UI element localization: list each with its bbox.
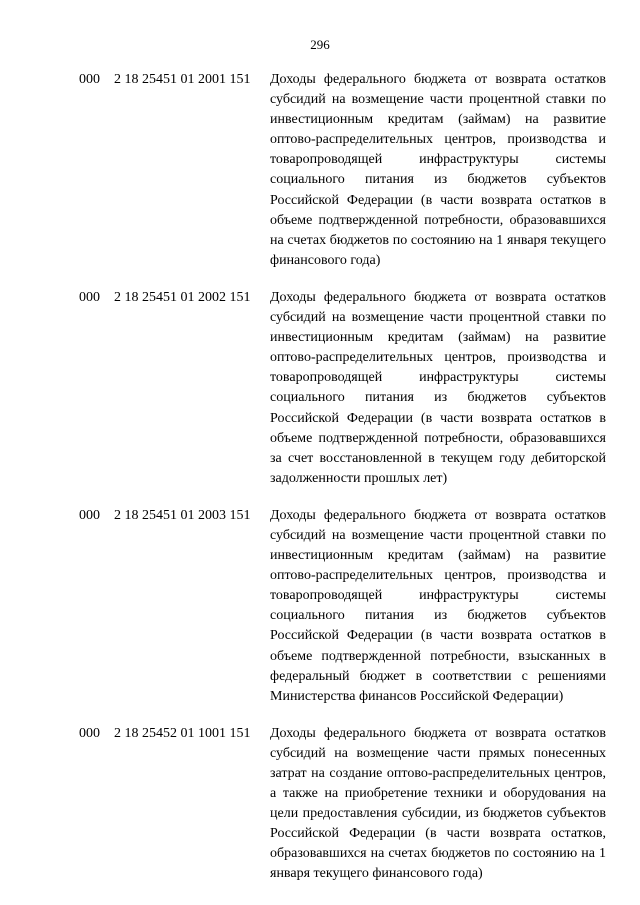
- administrator-code: 000: [79, 289, 100, 305]
- page-number: 296: [310, 37, 330, 52]
- administrator-code: 000: [79, 507, 100, 523]
- list-item: [0, 724, 640, 885]
- budget-classification-code: 2 18 25451 01 2003 151: [114, 507, 251, 523]
- budget-classification-code: 2 18 25452 01 1001 151: [114, 725, 251, 741]
- income-description: Доходы федерального бюджета от возврата остатков субсидий на возмещение части процентной ставки по инвестиционным кредитам (займам) на развитие оптово-распределительных центров, производства и товаропроводящей инфраструктуры системы социального питания из бюджетов субъектов Российской Федерации (в части возврата остатков в объеме подтвержденной потребности, образовавшихся за счет восстановленной в текущем году дебиторской задолженности прошлых лет): [270, 289, 606, 486]
- income-description: Доходы федерального бюджета от возврата остатков субсидий на возмещение части прямых понесенных затрат на создание оптово-распределительных центров, а также на приобретение техники и оборудования на цели предоставления субсидии, из бюджетов субъектов Российской Федерации (в части возврата остатков, образовавшихся на счетах бюджетов по состоянию на 1 января текущего финансового года): [270, 725, 606, 882]
- budget-classification-list: [0, 70, 640, 902]
- list-item: [0, 70, 640, 271]
- administrator-code: 000: [79, 72, 100, 87]
- administrator-code: 000: [79, 725, 100, 741]
- income-description: Доходы федерального бюджета от возврата остатков субсидий на возмещение части процентной ставки по инвестиционным кредитам (займам) на развитие оптово-распределительных центров, производства и товаропроводящей инфраструктуры системы социального питания из бюджетов субъектов Российской Федерации (в части возврата остатков в объеме подтвержденной потребности, образовавшихся на счетах бюджетов по состоянию на 1 января текущего финансового года): [270, 72, 606, 268]
- budget-classification-code: 2 18 25451 01 2001 151: [114, 72, 251, 87]
- income-description: Доходы федерального бюджета от возврата остатков субсидий на возмещение части процентной ставки по инвестиционным кредитам (займам) на развитие оптово-распределительных центров, производства и товаропроводящей инфраструктуры системы социального питания из бюджетов субъектов Российской Федерации (в части возврата остатков в объеме подтвержденной потребности, взысканных в федеральный бюджет в соответствии с решениями Министерства финансов Российской Федерации): [270, 507, 606, 704]
- list-item: [0, 288, 640, 489]
- list-item: [0, 506, 640, 707]
- budget-classification-code: 2 18 25451 01 2002 151: [114, 289, 251, 305]
